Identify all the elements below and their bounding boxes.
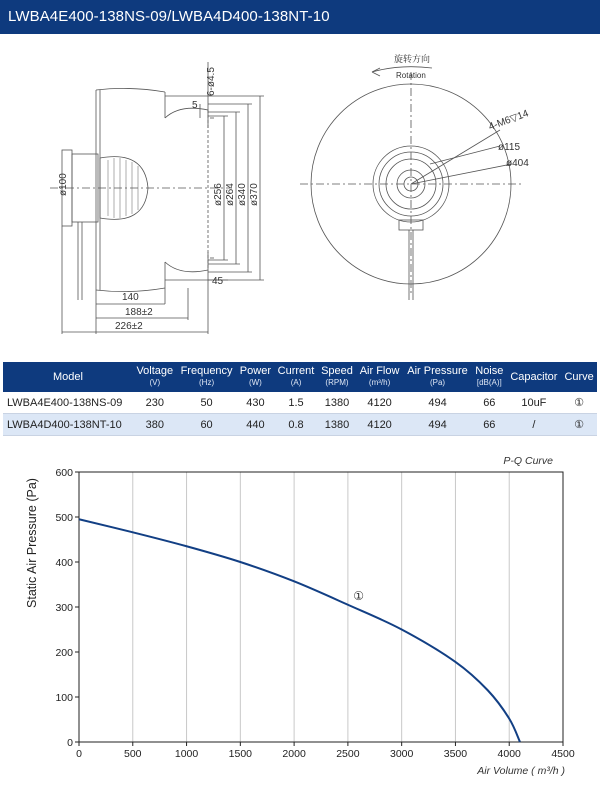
- label-m6: 4-M6▽14: [487, 108, 531, 133]
- y-tick-label: 600: [55, 467, 73, 479]
- front-view-labels: [394, 53, 531, 169]
- header-power: Power (W): [239, 365, 271, 387]
- header-frequency: Frequency (Hz): [180, 365, 233, 387]
- x-tick-label: 4000: [497, 748, 521, 760]
- cell-airflow: 4120: [356, 414, 403, 436]
- x-tick-label: 4500: [551, 748, 575, 760]
- plot-frame: [79, 472, 563, 742]
- y-tick-label: 400: [55, 557, 73, 569]
- chart-grid: [133, 472, 509, 742]
- front-view: [300, 67, 522, 300]
- header-speed: Speed (RPM): [321, 365, 353, 387]
- y-tick-label: 200: [55, 647, 73, 659]
- y-tick-label: 300: [55, 602, 73, 614]
- x-tick-label: 3000: [389, 748, 414, 760]
- cell-capacitor: 10uF: [507, 392, 562, 414]
- header-capacitor: Capacitor: [510, 371, 558, 383]
- label-d100: ø100: [58, 173, 69, 196]
- cell-voltage: 230: [133, 392, 177, 414]
- header-voltage: Voltage (V): [136, 365, 174, 387]
- x-tick-label: 0: [76, 748, 82, 760]
- pq-curve-chart: [0, 448, 600, 810]
- x-tick-label: 2000: [282, 748, 306, 760]
- label-dim140: 140: [122, 292, 139, 303]
- label-dim5: 5: [192, 100, 198, 111]
- label-rotation-en: Rotation: [396, 71, 426, 80]
- spec-header-row: [3, 362, 597, 392]
- cell-power: 440: [237, 414, 275, 436]
- label-d340: ø340: [237, 183, 248, 206]
- cell-power: 430: [237, 392, 275, 414]
- title-bar: [0, 0, 600, 34]
- cell-model: LWBA4D400-138NT-10: [3, 414, 133, 436]
- cell-frequency: 50: [177, 392, 237, 414]
- cell-curve: ①: [561, 414, 597, 436]
- table-row: [3, 392, 597, 414]
- label-d264: ø264: [225, 183, 236, 206]
- technical-drawing: [0, 36, 600, 358]
- header-airpressure: Air Pressure (Pa): [407, 365, 468, 387]
- cell-current: 0.8: [274, 414, 318, 436]
- label-d404: ø404: [506, 158, 529, 169]
- x-tick-label: 2500: [336, 748, 360, 760]
- cell-current: 1.5: [274, 392, 318, 414]
- label-rotation-cn: 旋转方向: [394, 54, 431, 64]
- y-axis-label: Static Air Pressure (Pa): [25, 478, 39, 608]
- y-tick-label: 0: [67, 737, 73, 749]
- cell-model: LWBA4E400-138NS-09: [3, 392, 133, 414]
- spec-table: [3, 362, 597, 436]
- header-curve: Curve: [564, 371, 594, 383]
- label-holes: 6-ø4.5: [206, 67, 217, 96]
- table-row: [3, 414, 597, 436]
- x-tick-label: 500: [124, 748, 142, 760]
- header-current: Current (A): [277, 365, 315, 387]
- cell-voltage: 380: [133, 414, 177, 436]
- cell-frequency: 60: [177, 414, 237, 436]
- cell-capacitor: /: [507, 414, 562, 436]
- cell-airpressure: 494: [403, 414, 472, 436]
- cell-airflow: 4120: [356, 392, 403, 414]
- cell-airpressure: 494: [403, 392, 472, 414]
- y-tick-label: 100: [55, 692, 73, 704]
- chart-title: P-Q Curve: [503, 455, 553, 467]
- cell-curve: ①: [561, 392, 597, 414]
- x-tick-label: 3500: [443, 748, 468, 760]
- x-tick-label: 1500: [228, 748, 253, 760]
- chart-ticks: [55, 467, 574, 760]
- cell-speed: 1380: [318, 414, 356, 436]
- header-noise: Noise [dB(A)]: [475, 365, 504, 387]
- label-dim188: 188±2: [125, 307, 153, 318]
- x-axis-label: Air Volume ( m³/h ): [477, 765, 565, 777]
- side-view-labels: [58, 67, 260, 332]
- x-tick-label: 1000: [174, 748, 199, 760]
- label-dim226: 226±2: [115, 321, 143, 332]
- label-d115: ø115: [498, 142, 521, 153]
- header-airflow: Air Flow (m³/h): [359, 365, 400, 387]
- label-d256: ø256: [213, 183, 224, 206]
- cell-speed: 1380: [318, 392, 356, 414]
- page-title: LWBA4E400-138NS-09/LWBA4D400-138NT-10: [8, 8, 330, 25]
- label-dim45: 45: [212, 276, 224, 287]
- cell-noise: 66: [472, 414, 506, 436]
- series-label: ①: [353, 588, 365, 603]
- label-d370: ø370: [249, 183, 260, 206]
- cell-noise: 66: [472, 392, 506, 414]
- pq-curve-line: [79, 519, 520, 742]
- header-model: Model: [53, 371, 83, 383]
- y-tick-label: 500: [55, 512, 73, 524]
